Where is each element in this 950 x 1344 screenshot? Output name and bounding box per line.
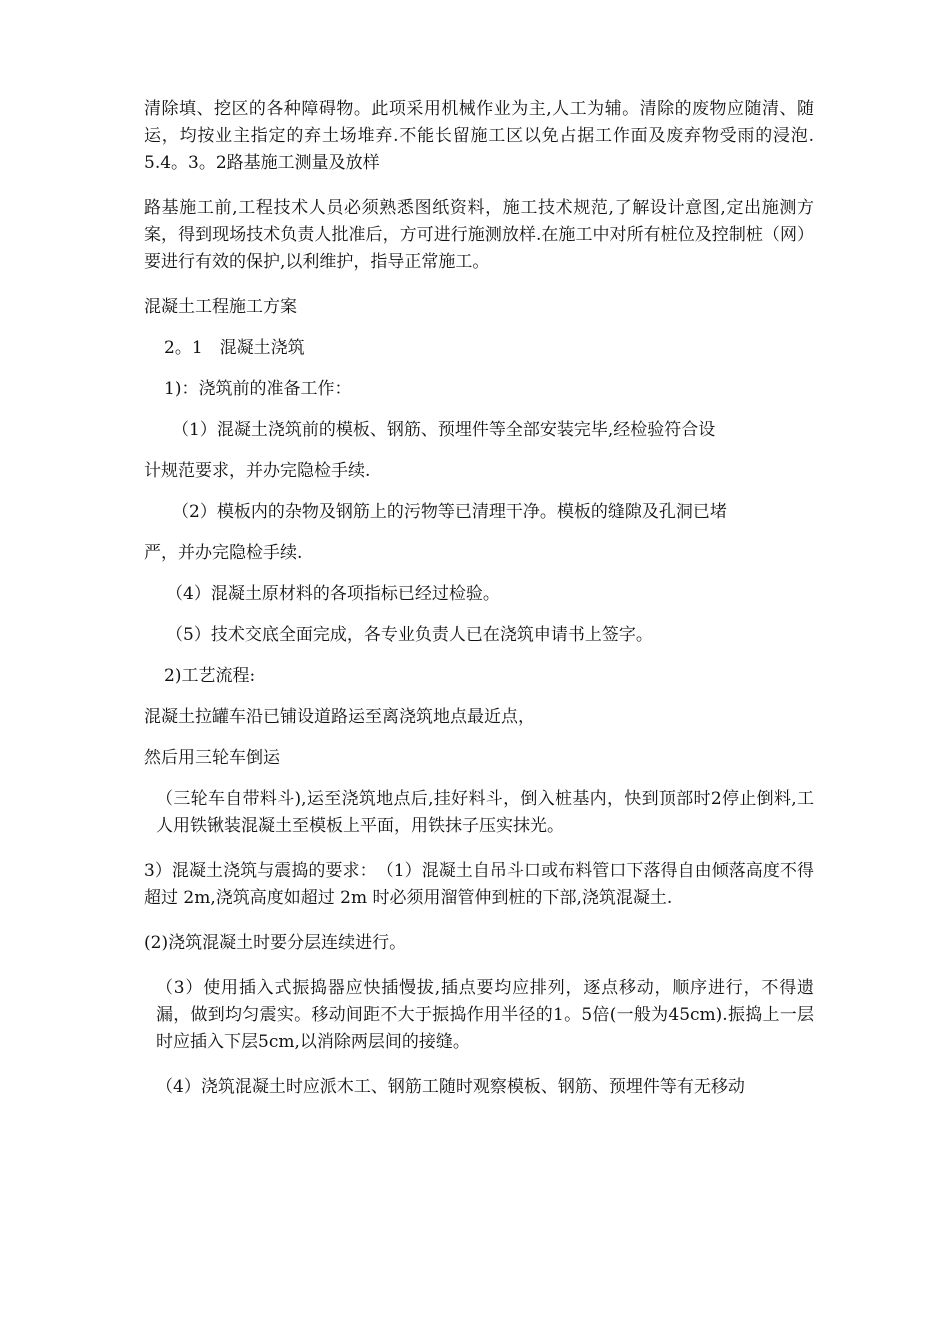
prep-item-5: （5）技术交底全面完成，各专业负责人已在浇筑申请书上签字。: [166, 625, 653, 645]
requirement-item-3: （3）使用插入式振捣器应快插慢拔,插点要均应排列，逐点移动，顺序进行，不得遗漏，做到均匀震实。移动间距不大于振捣作用半径的1。5倍(一般为45cm).振捣上一层时应插入下层5cm,以消除两层间的接缝。: [156, 978, 814, 1052]
subsection-heading-concrete-pouring: 2。1 混凝土浇筑: [164, 338, 305, 358]
process-line-3: （三轮车自带料斗),运至浇筑地点后,挂好料斗，倒入桩基内，快到顶部时2停止倒料,工人用铁锹装混凝土至模板上平面，用铁抹子压实抹光。: [156, 789, 814, 836]
requirement-item-4: （4）浇筑混凝土时应派木工、钢筋工随时观察模板、钢筋、预埋件等有无移动: [156, 1077, 745, 1097]
paragraph-subgrade-clearing: 清除填、挖区的各种障碍物。此项采用机械作业为主,人工为辅。清除的废物应随清、随运，均按业主指定的弃土场堆弃.不能长留施工区以免占据工作面及废弃物受雨的浸泡. 5.4。3。2路基施工测量及放样: [144, 99, 831, 173]
prep-item-2-line-1: （2）模板内的杂物及钢筋上的污物等已清理干净。模板的缝隙及孔洞已堵: [172, 502, 727, 522]
prep-item-4: （4）混凝土原材料的各项指标已经过检验。: [166, 584, 500, 604]
prep-item-1-line-2: 计规范要求，并办完隐检手续.: [144, 461, 371, 481]
process-line-1: 混凝土拉罐车沿已铺设道路运至离浇筑地点最近点，: [144, 707, 535, 727]
item-heading-preparation: 1)：浇筑前的准备工作：: [164, 379, 352, 399]
prep-item-1-line-1: （1）混凝土浇筑前的模板、钢筋、预埋件等全部安装完毕,经检验符合设: [172, 420, 716, 440]
section-heading-concrete-plan: 混凝土工程施工方案: [144, 297, 297, 317]
requirement-item-2: (2)浇筑混凝土时要分层连续进行。: [144, 933, 407, 953]
pouring-vibration-requirements: 3）混凝土浇筑与震捣的要求： （1）混凝土自吊斗口或布料管口下落得自由倾落高度不得超过 2m,浇筑高度如超过 2m 时必须用溜管伸到桩的下部,浇筑混凝土.: [144, 861, 814, 908]
item-heading-process-flow: 2)工艺流程:: [164, 666, 256, 686]
prep-item-2-line-2: 严，并办完隐检手续.: [144, 543, 303, 563]
process-line-2: 然后用三轮车倒运: [144, 748, 280, 768]
paragraph-survey-setout: 路基施工前,工程技术人员必须熟悉图纸资料，施工技术规范,了解设计意图,定出施测方案，得到现场技术负责人批准后，方可进行施测放样.在施工中对所有桩位及控制桩（网）要进行有效的保护,以利维护，指导正常施工。: [144, 198, 814, 272]
document-page: [144, 96, 831, 1119]
